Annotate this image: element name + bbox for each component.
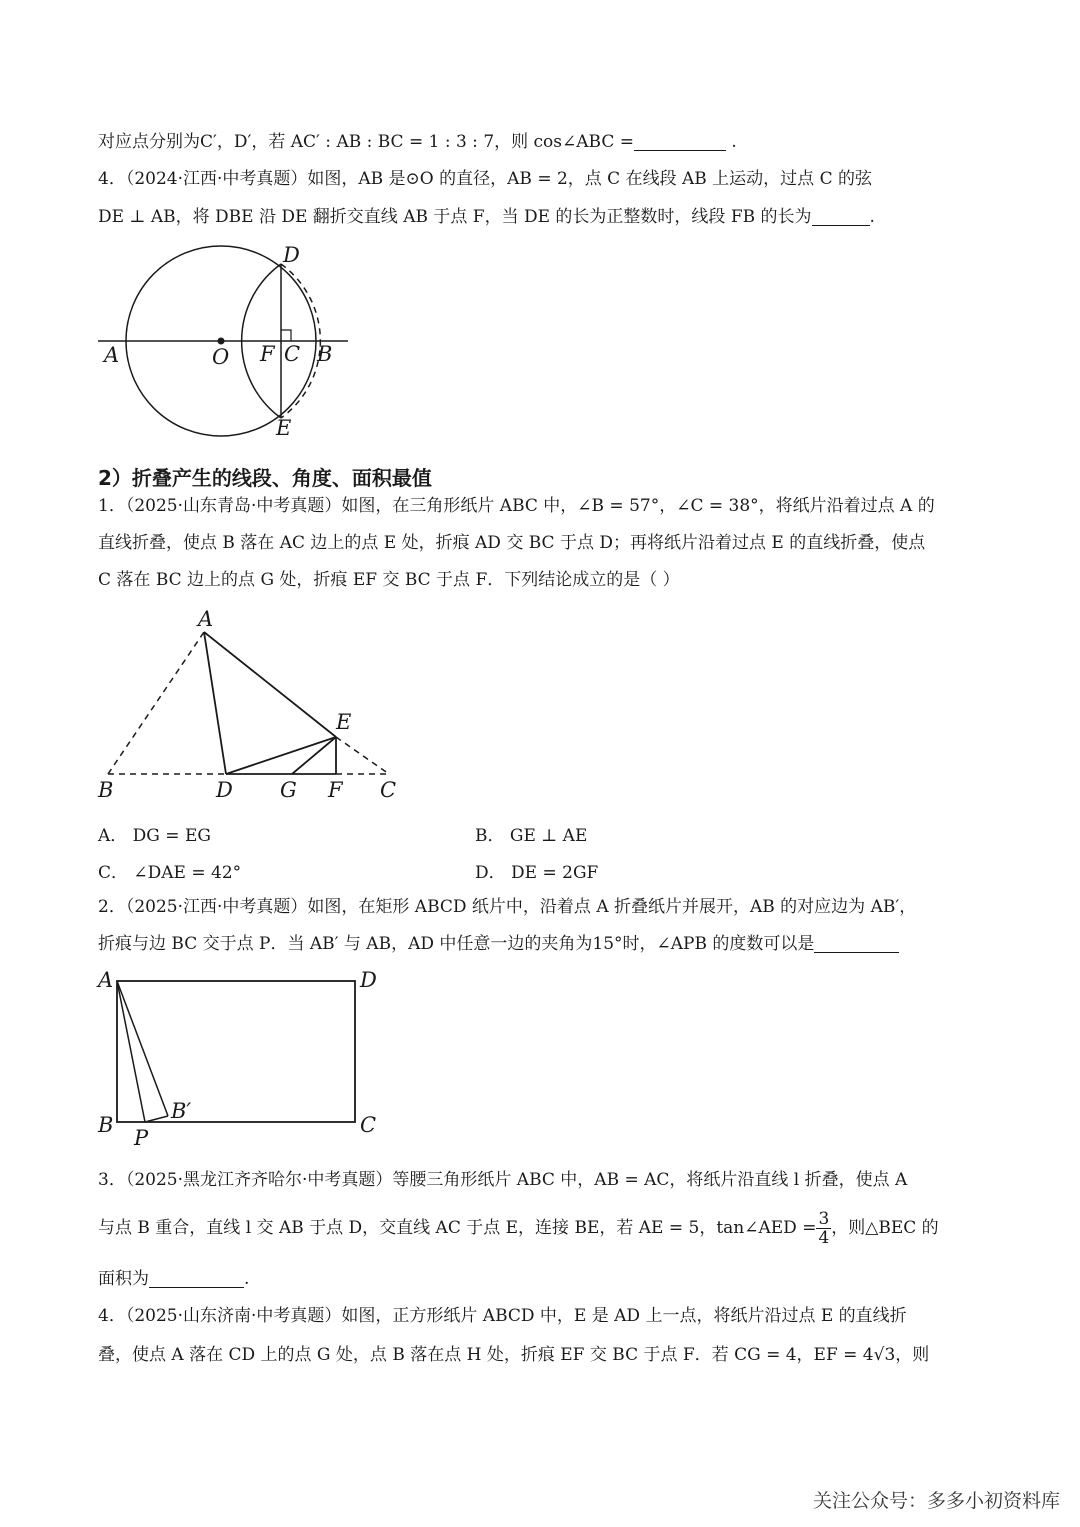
label-c: C bbox=[284, 342, 301, 366]
option-d: D． DE = 2GF bbox=[475, 863, 599, 883]
rectangle-fold-figure bbox=[94, 965, 394, 1150]
segment-pb-prime bbox=[145, 1116, 168, 1122]
segment-ge bbox=[292, 737, 336, 774]
label-d: D bbox=[360, 968, 377, 992]
segment-ae bbox=[204, 632, 336, 737]
q4-2024-line2: DE ⊥ AB，将 DBE 沿 DE 翻折交直线 AB 于点 F，当 DE 的长为正整数时，线段 FB 的长为 . bbox=[98, 207, 875, 227]
label-e: E bbox=[276, 416, 292, 440]
answer-blank bbox=[634, 132, 726, 151]
answer-blank bbox=[149, 1269, 244, 1288]
q1-line3: C 落在 BC 边上的点 G 处，折痕 EF 交 BC 于点 F．下列结论成立的是（ ） bbox=[98, 570, 680, 590]
option-c: C． ∠DAE = 42° bbox=[98, 863, 242, 883]
side-ab-dashed bbox=[108, 632, 204, 774]
q1-line1: 1．（2025·山东青岛·中考真题）如图，在三角形纸片 ABC 中，∠B = 57°，∠C = 38°，将纸片沿着过点 A 的 bbox=[98, 496, 935, 516]
segment-de bbox=[226, 737, 336, 774]
option-a: A． DG = EG bbox=[98, 826, 211, 846]
rectangle-abcd bbox=[117, 981, 355, 1122]
label-c: C bbox=[360, 1113, 377, 1137]
label-a: A bbox=[104, 343, 120, 367]
segment-ap bbox=[117, 981, 145, 1122]
label-d: D bbox=[216, 778, 233, 802]
label-d: D bbox=[283, 243, 300, 267]
intro-line: 对应点分别为C′，D′，若 AC′ : AB : BC = 1 : 3 : 7，则 cos∠ABC = . bbox=[98, 132, 737, 152]
segment-ab-prime bbox=[117, 981, 168, 1116]
label-b: B bbox=[98, 1113, 114, 1137]
right-angle-mark bbox=[281, 330, 291, 341]
label-g: G bbox=[280, 778, 297, 802]
q3-line1: 3．（2025·黑龙江齐齐哈尔·中考真题）等腰三角形纸片 ABC 中，AB = AC，将纸片沿直线 l 折叠，使点 A bbox=[98, 1170, 908, 1190]
circle-fold-figure bbox=[96, 242, 356, 442]
q3-line2: 与点 B 重合，直线 l 交 AB 于点 D，交直线 AC 于点 E，连接 BE，若 AE = 5，tan∠AED = $\frac{3}{4}$ ，则△BEC 的 bbox=[98, 1209, 939, 1248]
label-o: O bbox=[212, 345, 230, 369]
q3-line3: 面积为 . bbox=[98, 1269, 250, 1289]
label-a: A bbox=[198, 607, 214, 631]
triangle-fold-figure bbox=[94, 605, 414, 805]
center-point-o bbox=[218, 338, 225, 345]
q2-line1: 2．（2025·江西·中考真题）如图，在矩形 ABCD 纸片中，沿着点 A 折叠纸片并展开，AB 的对应边为 AB′， bbox=[98, 897, 917, 917]
label-b: B bbox=[317, 342, 333, 366]
section-title: 2）折叠产生的线段、角度、面积最值 bbox=[98, 466, 432, 490]
q1-line2: 直线折叠，使点 B 落在 AC 边上的点 E 处，折痕 AD 交 BC 于点 D；再将纸片沿着过点 E 的直线折叠，使点 bbox=[98, 533, 926, 553]
label-f: F bbox=[328, 778, 343, 802]
q4-2025-line2: 叠，使点 A 落在 CD 上的点 G 处，点 B 落在点 H 处，折痕 EF 交 BC 于点 F．若 CG = 4，EF = 4√3，则 bbox=[98, 1345, 930, 1365]
q4-2024-line1: 4．（2024·江西·中考真题）如图，AB 是⊙O 的直径，AB = 2，点 C 在线段 AB 上运动，过点 C 的弦 bbox=[98, 169, 872, 189]
label-c: C bbox=[380, 778, 397, 802]
q4-2025-line1: 4．（2025·山东济南·中考真题）如图，正方形纸片 ABCD 中，E 是 AD 上一点，将纸片沿过点 E 的直线折 bbox=[98, 1306, 907, 1326]
segment-ad bbox=[204, 632, 226, 774]
segment-ec-dashed bbox=[336, 737, 389, 774]
label-e: E bbox=[336, 710, 352, 734]
label-b: B bbox=[98, 778, 114, 802]
label-b-prime: B′ bbox=[171, 1099, 192, 1123]
answer-blank bbox=[814, 934, 899, 953]
answer-blank bbox=[812, 207, 870, 226]
label-a: A bbox=[98, 968, 114, 992]
option-b: B． GE ⊥ AE bbox=[475, 826, 588, 846]
label-p: P bbox=[134, 1126, 149, 1150]
label-f: F bbox=[260, 342, 275, 366]
q2-line2: 折痕与边 BC 交于点 P．当 AB′ 与 AB，AD 中任意一边的夹角为15°时，∠APB 的度数可以是 bbox=[98, 932, 899, 956]
fraction-3-4: $\frac{3}{4}$ bbox=[818, 1209, 830, 1248]
footer-watermark: 关注公众号：多多小初资料库 bbox=[812, 1490, 1060, 1512]
